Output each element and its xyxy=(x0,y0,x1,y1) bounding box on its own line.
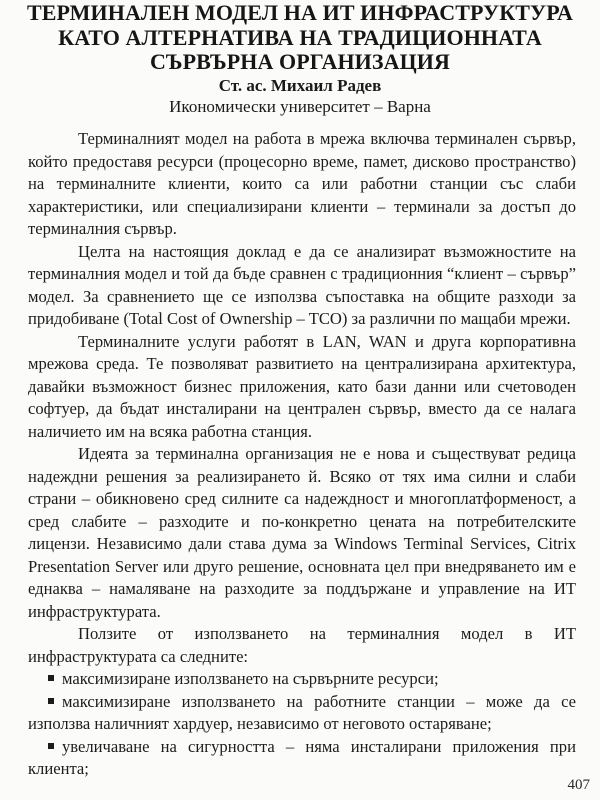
paper-title xyxy=(0,1,600,75)
paragraph-2: Целта на настоящия доклад е да се анализират възможностите на терминалния модел и той да бъде сравнен с традиционния “клиент – сървър” модел. За сравнението ще се използва съпоставка на общите разходи за придобиване (Total Cost of Ownership – TCO) за различни по мащаби мрежи. xyxy=(28,241,576,328)
author-affiliation: Икономически университет – Варна xyxy=(169,97,431,116)
list-item-text: максимизиране използването на сървърните ресурси; xyxy=(62,669,439,688)
list-item-text: максимизиране използването на работните станции – може да се използва наличният хардуер, независимо от неговото остаряване; xyxy=(28,691,576,733)
author-name: Ст. ас. Михаил Радев xyxy=(218,76,382,95)
paragraph-5: Ползите от използването на терминалния модел в ИТ инфраструктурата са следните: xyxy=(28,624,576,666)
list-item-text: увеличаване на сигурността – няма инсталирани приложения при клиента; xyxy=(28,736,576,778)
paragraph-3: Терминалните услуги работят в LAN, WAN и друга корпоративна мрежова среда. Те позволяват развитието на централизирана архитектура, давайки възможност бизнес приложения, като бази данни или счетоводен софтуер, да бъдат инсталирани на централен сървър, вместо да се налага наличието им на всяка работна станция. xyxy=(28,331,576,441)
bullet-square-icon xyxy=(48,675,54,681)
list-item xyxy=(28,691,576,736)
title-line-1: ТЕРМИНАЛЕН МОДЕЛ НА ИТ ИНФРАСТРУКТУРА xyxy=(26,0,574,25)
body-text xyxy=(28,128,576,781)
title-line-2: КАТО АЛТЕРНАТИВА НА ТРАДИЦИОННАТА xyxy=(58,24,542,50)
paragraph-1: Терминалният модел на работа в мрежа включва терминален сървър, който предоставя ресурси (процесорно време, памет, дисково пространство) на терминалните клиенти, които са или работни станции със слаби характеристики, или специализирани клиенти – терминали за достъп до терминалния сървър. xyxy=(28,129,576,238)
list-item xyxy=(28,668,576,691)
bullet-square-icon xyxy=(48,743,54,749)
list-item xyxy=(28,736,576,781)
page-number: 407 xyxy=(567,777,590,793)
paragraph-4: Идеята за терминална организация не е нова и съществуват редица надеждни решения за реализирането й. Всяко от тях има силни и слаби страни – обикновено сред силните са надеждност и многоплатформеност, а сред слабите – разходите и по-конкретно цената на потребителските лицензи. Независимо дали става дума за Windows Terminal Services, Citrix Presentation Server или друго решение, основната цел при внедряването им е еднаква – намаляване на разходите за поддържане и управление на ИТ инфраструктурата. xyxy=(28,444,576,621)
bullet-square-icon xyxy=(48,698,54,704)
title-line-3: СЪРВЪРНА ОРГАНИЗАЦИЯ xyxy=(149,49,451,74)
